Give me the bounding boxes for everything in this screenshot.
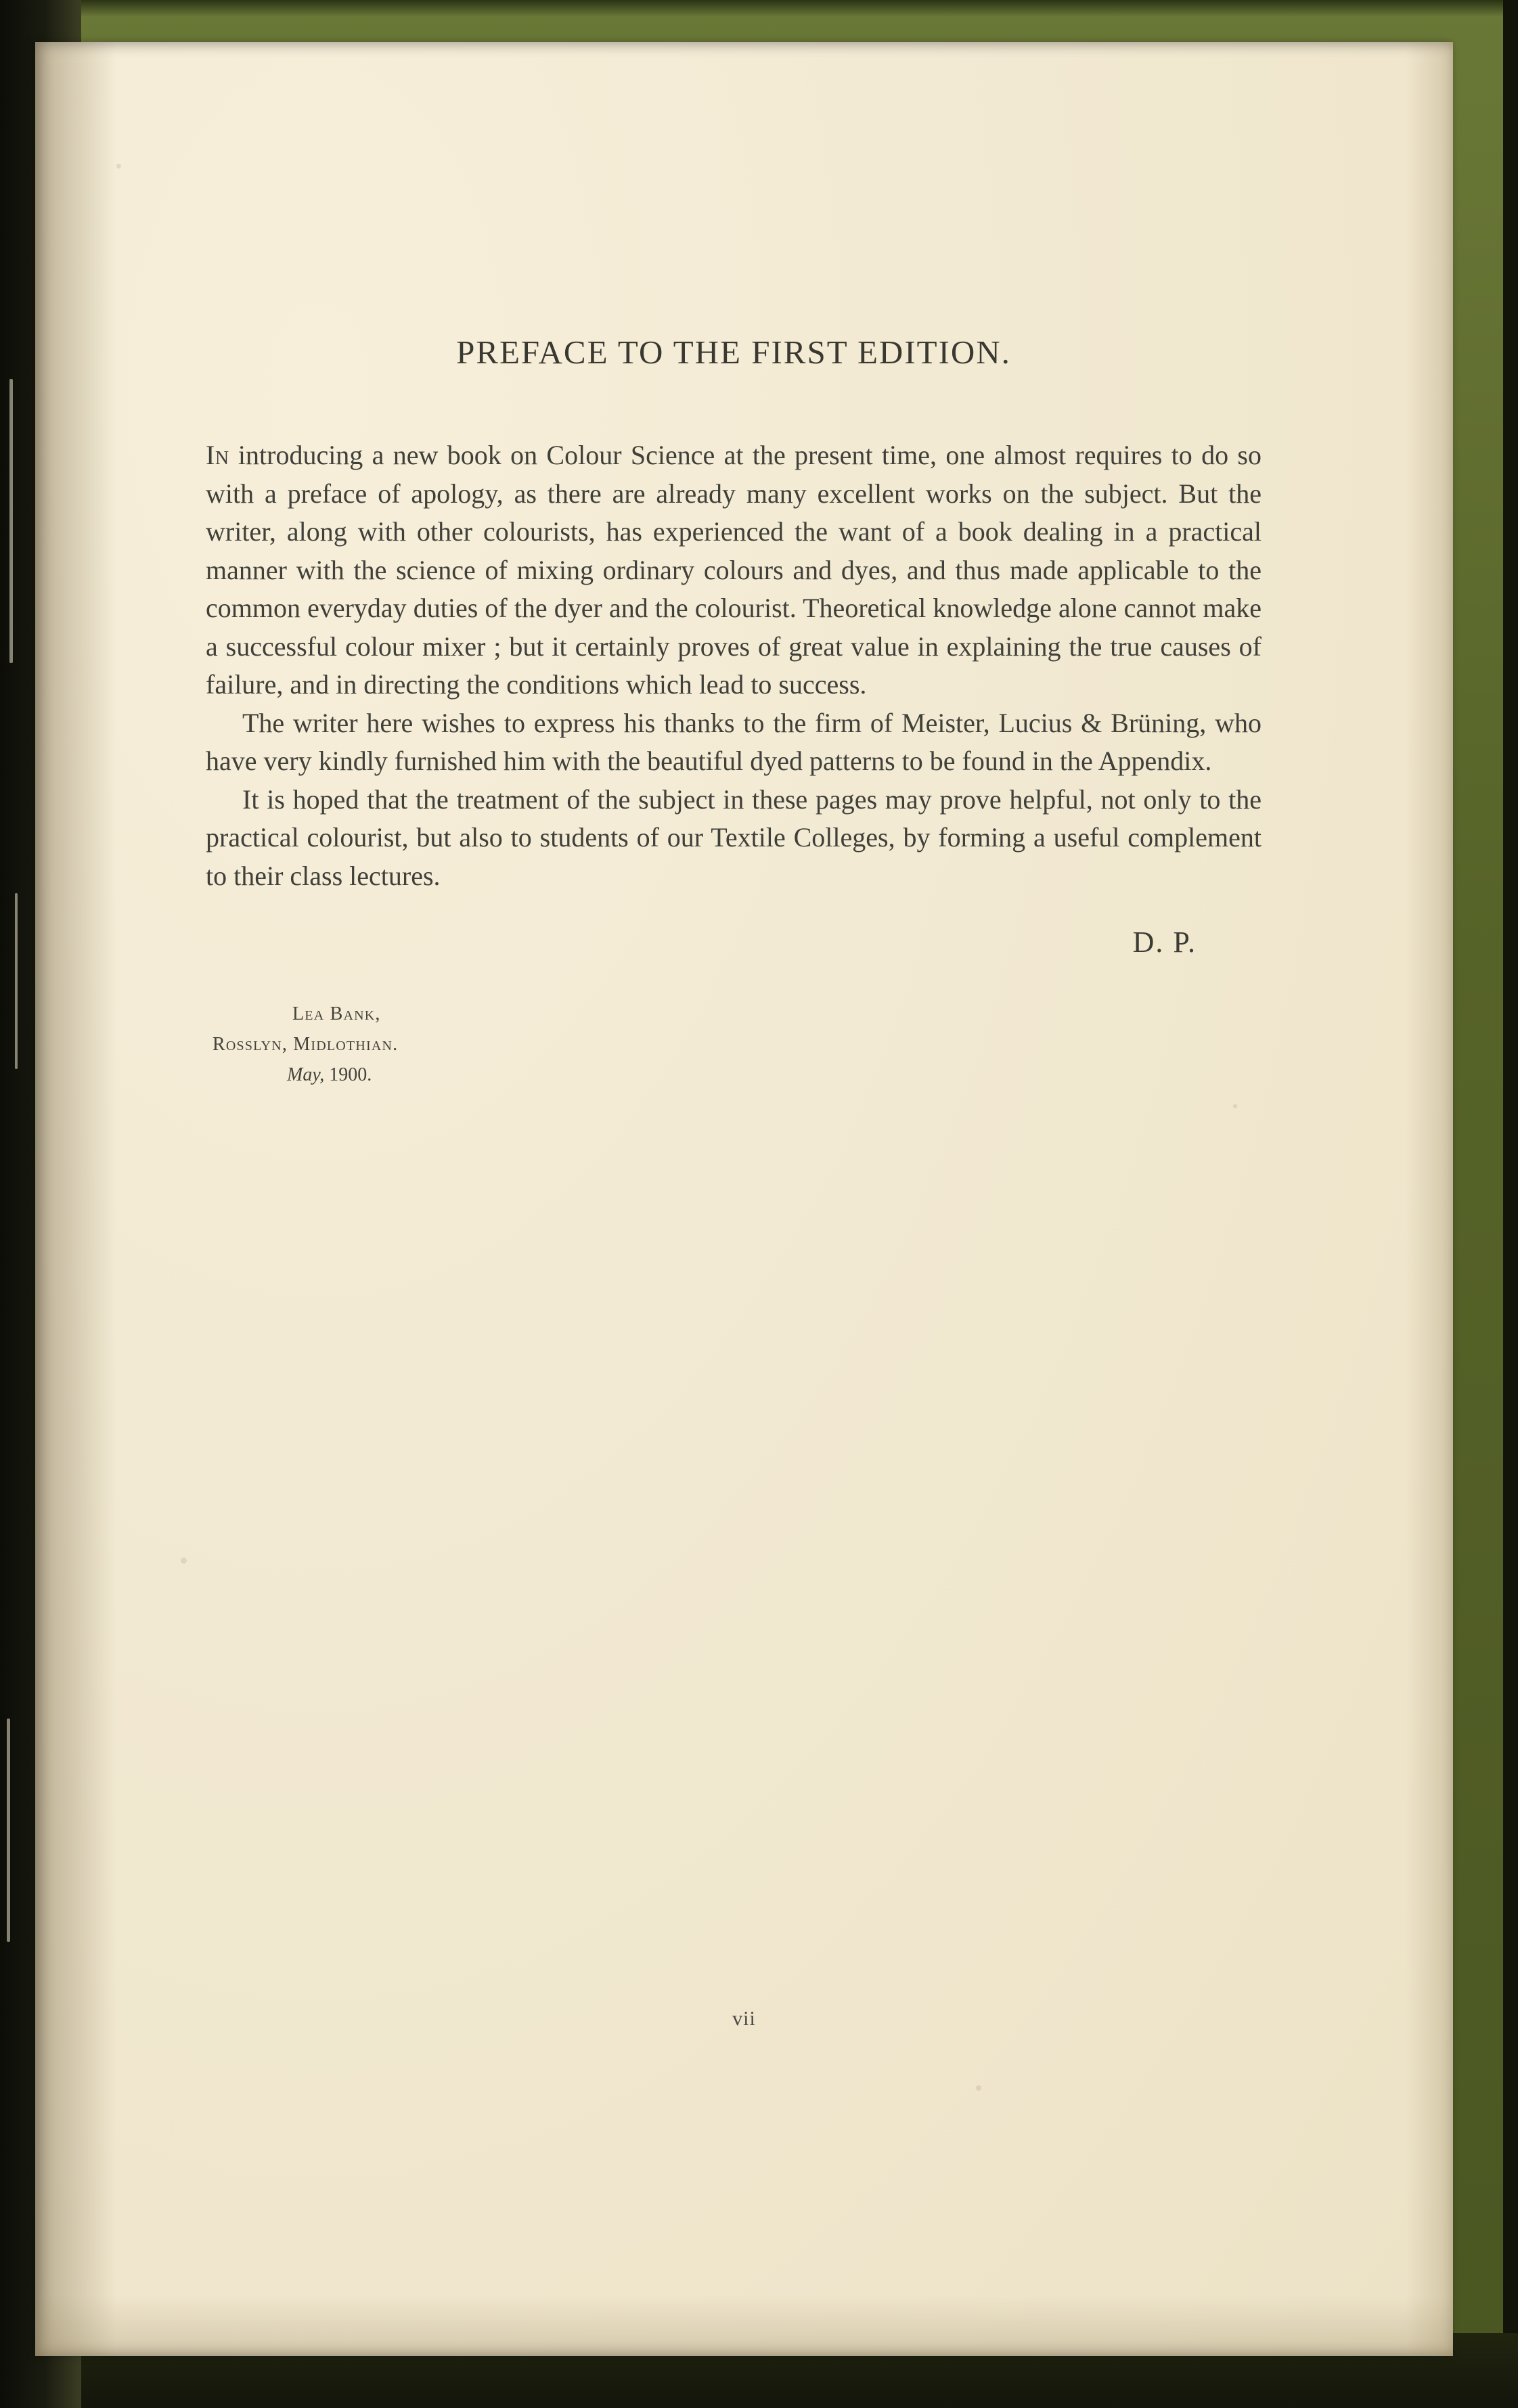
colophon-date-year: 1900. <box>324 1064 372 1085</box>
paper-foxing-spot <box>181 1558 187 1564</box>
colophon-line-date <box>213 1060 1262 1090</box>
page-title: PREFACE TO THE FIRST EDITION. <box>456 334 1011 371</box>
colophon-date-month: May, <box>287 1064 325 1085</box>
paper-foxing-spot <box>1233 1104 1237 1108</box>
paper-foxing-spot <box>116 164 121 168</box>
author-initials: D. P. <box>1132 926 1197 959</box>
page-number-folio: vii <box>732 2007 756 2030</box>
colophon-line-rosslyn-midlothian: Rosslyn, Midlothian. <box>213 1034 399 1055</box>
paper-fibre <box>7 1719 10 1942</box>
paragraph-2: The writer here wishes to express his thanks to the firm of Meister, Lucius & Brüning, who have very kindly furnished him with the beautiful dyed patterns to be found in the Appendix. <box>206 707 1262 776</box>
paragraph-1-text: introducing a new book on Colour Science at the present time, one almost requires to do so with a preface of apology, as there are already many excellent works on the subject. But the writer, along with other colourists, has experienced the want of a book dealing in a practical manner with the science of mixing ordinary colours and dyes, and thus made applicable to the common everyday duties of the dyer and the colourist. Theoretical knowledge alone cannot make a successful colour mixer ; but it certainly proves of great value in explaining the true causes of failure, and in directing the conditions which lead to success. <box>206 440 1262 700</box>
paper-foxing-spot <box>976 2085 981 2091</box>
book-page <box>35 42 1453 2356</box>
colophon-line-lea-bank: Lea Bank, <box>292 1003 381 1024</box>
colophon-block <box>206 999 1262 1090</box>
page-edge-shading-bottom <box>35 2295 1453 2356</box>
paragraph-1 <box>206 436 1262 704</box>
paragraph-3: It is hoped that the treatment of the subject in these pages may prove helpful, not only to the practical colourist, but also to students of our Textile Colleges, by forming a useful complement to their class lectures. <box>206 783 1262 891</box>
book-cover-top-edge <box>65 0 1503 18</box>
paragraph-1-lead-smallcaps: In <box>206 440 229 470</box>
paper-fibre <box>9 379 13 663</box>
preface-text-block <box>206 333 1262 1090</box>
paper-fibre <box>15 893 18 1069</box>
